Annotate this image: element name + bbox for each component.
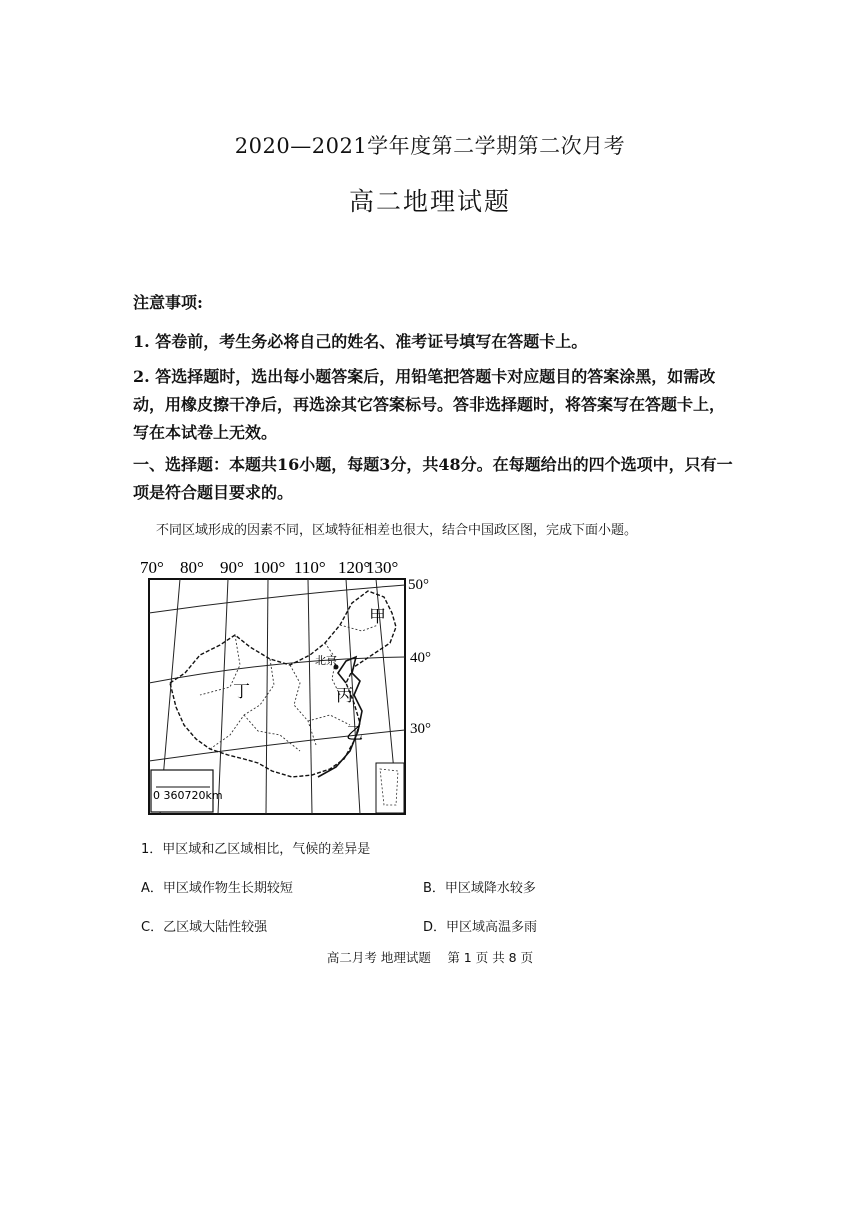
province-line (290, 665, 316, 745)
lon-label-130: 130° (366, 558, 399, 577)
parallel-50 (149, 585, 405, 613)
section-heading: 一、选择题：本题共16小题，每题3分，共48分。在每题给出的四个选项中，只有一项是符合题目要求的。 (133, 455, 733, 502)
lon-label-120: 120° (338, 558, 371, 577)
notice-item-2: 2. 答选择题时，选出每小题答案后，用铅笔把答题卡对应题目的答案涂黑，如需改动，用橡皮擦干净后，再选涂其它答案标号。答非选择题时，将答案写在答题卡上，写在本试卷上无效。 (133, 367, 726, 442)
lat-label-40: 40° (410, 650, 431, 666)
question-1-option-b: B．甲区域降水较多 (423, 881, 536, 896)
question-1-option-d: D．甲区域高温多雨 (423, 920, 538, 935)
meridian-90 (218, 579, 228, 814)
province-line (210, 715, 244, 749)
lon-label-100: 100° (253, 558, 286, 577)
meridian-110 (308, 579, 312, 814)
china-map (140, 555, 440, 825)
coastline (318, 657, 362, 777)
question-1-option-c: C．乙区域大陆性较强 (141, 920, 268, 935)
question-intro: 不同区域形成的因素不同，区域特征相差也很大，结合中国政区图，完成下面小题。 (156, 523, 638, 538)
lon-label-80: 80° (180, 558, 204, 577)
region-label-jia: 甲 (369, 607, 386, 627)
south-sea-inset (376, 763, 404, 813)
region-label-bing: 丙 (336, 686, 353, 706)
lon-label-90: 90° (220, 558, 244, 577)
province-line (244, 715, 300, 751)
question-1-option-a: A．甲区域作物生长期较短 (141, 881, 293, 896)
city-label-beijing: 北京 (315, 654, 337, 667)
lat-label-30: 30° (410, 721, 431, 737)
province-line (308, 715, 350, 725)
notice-item-1: 1. 答卷前，考生务必将自己的姓名、准考证号填写在答题卡上。 (133, 332, 588, 351)
subject-title: 高二地理试题 (348, 187, 511, 216)
exam-title: 2020—2021学年度第二学期第二次月考 (234, 134, 626, 158)
page-footer: 高二月考 地理试题 第 1 页 共 8 页 (326, 950, 534, 965)
notice-heading: 注意事项: (133, 293, 203, 312)
region-label-yi: 乙 (346, 724, 363, 744)
lon-label-70: 70° (140, 558, 164, 577)
scale-label: 0 360720km (153, 789, 223, 802)
question-1-stem: 1．甲区域和乙区域相比，气候的差异是 (141, 842, 371, 857)
region-label-ding: 丁 (233, 682, 250, 702)
lat-label-50: 50° (408, 577, 429, 593)
lon-label-110: 110° (294, 558, 326, 577)
china-border (170, 591, 396, 777)
